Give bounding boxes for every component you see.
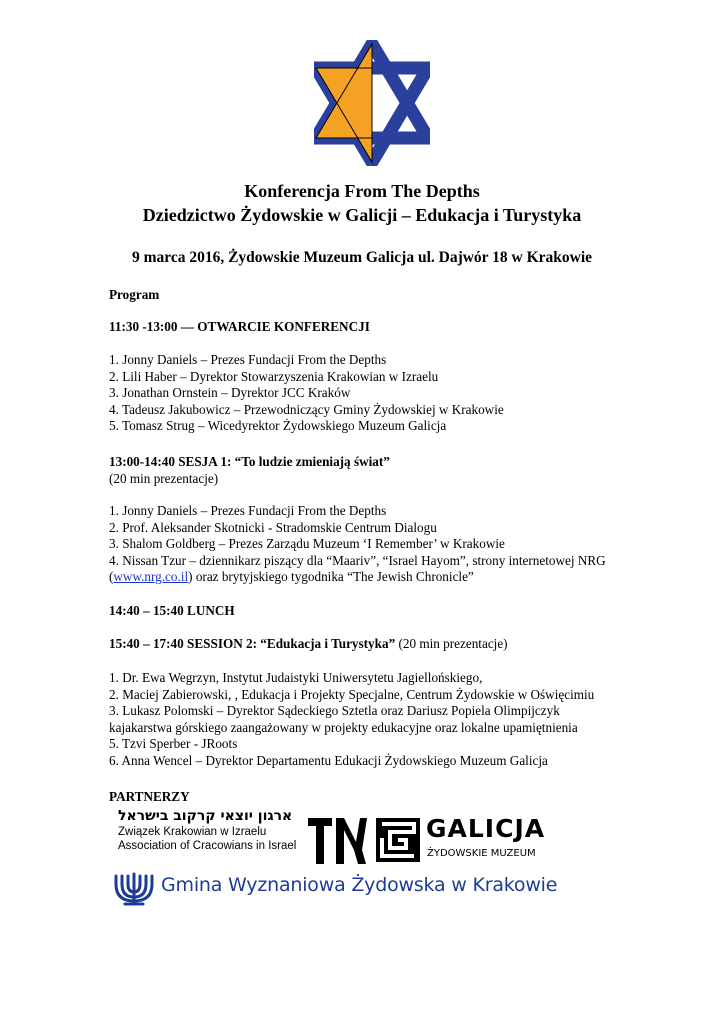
hebrew-letters-logo [306, 816, 368, 866]
list-item: 4. Nissan Tzur – dziennikarz piszący dla “Maariv”, “Israel Hayom”, strony internetowej NRG [109, 552, 606, 568]
cracowians-association-logo [118, 808, 303, 853]
list-item: 1. Jonny Daniels – Prezes Fundacji From the Depths [109, 503, 387, 518]
conference-subtitle: Dziedzictwo Żydowskie w Galicji – Edukacja i Turystyka [142, 205, 582, 225]
list-item: 5. Tzvi Sperber - JRoots [109, 736, 238, 752]
session1-heading: 13:00-14:40 SESJA 1: “To ludzie zmieniają świat” [109, 454, 390, 469]
list-item: (www.nrg.co.il) oraz brytyjskiego tygodnika “The Jewish Chronicle” [109, 569, 474, 585]
list-item: 3. Lukasz Polomski – Dyrektor Sądeckiego Sztetla oraz Dariusz Popiela Olimpijczyk [109, 703, 560, 719]
conference-title: Konferencja From The Depths [244, 181, 480, 201]
list-item: 2. Lili Haber – Dyrektor Stowarzyszenia Krakowian w Izraelu [109, 368, 439, 384]
galicja-emblem-icon [376, 818, 420, 862]
galicja-name: GALICJA [426, 814, 546, 843]
gmina-logo-text: Gmina Wyznaniowa Żydowska w Krakowie [161, 874, 558, 896]
star-of-david-logo [314, 40, 430, 166]
session2-heading-line [109, 636, 508, 653]
session2-list [109, 670, 594, 770]
lunch-heading: 14:40 – 15:40 LUNCH [109, 603, 235, 618]
list-item: 3. Shalom Goldberg – Prezes Zarządu Muzeum ‘I Remember’ w Krakowie [109, 536, 505, 552]
list-item: 5. Tomasz Strug – Wicedyrektor Żydowskiego Muzeum Galicja [109, 418, 447, 434]
list-item: 4. Tadeusz Jakubowicz – Przewodniczący Gminy Żydowskiej w Krakowie [109, 401, 504, 417]
list-item: 1. Jonny Daniels – Prezes Fundacji From the Depths [109, 352, 387, 367]
list-item: 2. Maciej Zabierowski, , Edukacja i Projekty Specjalne, Centrum Żydowskie w Oświęcimiu [109, 686, 595, 702]
list-item: kajakarstwa górskiego zaangażowany w projekty edukacyjne oraz lokalne upamiętnienia [109, 719, 578, 735]
galicja-museum-logo [376, 814, 546, 864]
association-polish-name: Związek Krakowian w Izraelu [118, 826, 267, 838]
nrg-link[interactable]: www.nrg.co.il [113, 569, 189, 585]
opening-heading: 11:30 -13:00 — OTWARCIE KONFERENCJI [109, 319, 370, 334]
opening-list [109, 352, 504, 435]
session1-note: (20 min prezentacje) [109, 470, 219, 486]
association-english-name: Association of Cracowians in Israel [118, 840, 297, 852]
list-item: 6. Anna Wencel – Dyrektor Departamentu Edukacji Żydowskiego Muzeum Galicja [109, 752, 548, 768]
session1-block [109, 454, 390, 487]
session2-heading: 15:40 – 17:40 SESSION 2: “Edukacja i Turystyka” [109, 636, 396, 651]
menorah-icon [111, 870, 157, 906]
list-item: 1. Dr. Ewa Wegrzyn, Instytut Judaistyki Uniwersytetu Jagiellońskiego, [109, 670, 483, 685]
partners-label: PARTNERZY [109, 789, 190, 804]
list-item: 3. Jonathan Ornstein – Dyrektor JCC Kraków [109, 385, 351, 401]
program-label: Program [109, 287, 160, 302]
association-hebrew-name: ארגון יוצאי קרקוב בישראל [118, 808, 293, 824]
galicja-subtitle: ŻYDOWSKIE MUZEUM [427, 848, 536, 859]
list-item: 2. Prof. Aleksander Skotnicki - Stradomskie Centrum Dialogu [109, 519, 437, 535]
session2-note: (20 min prezentacje) [395, 636, 508, 651]
date-location: 9 marca 2016, Żydowskie Muzeum Galicja ul. Dajwór 18 w Krakowie [131, 249, 593, 266]
session1-list [109, 503, 606, 586]
